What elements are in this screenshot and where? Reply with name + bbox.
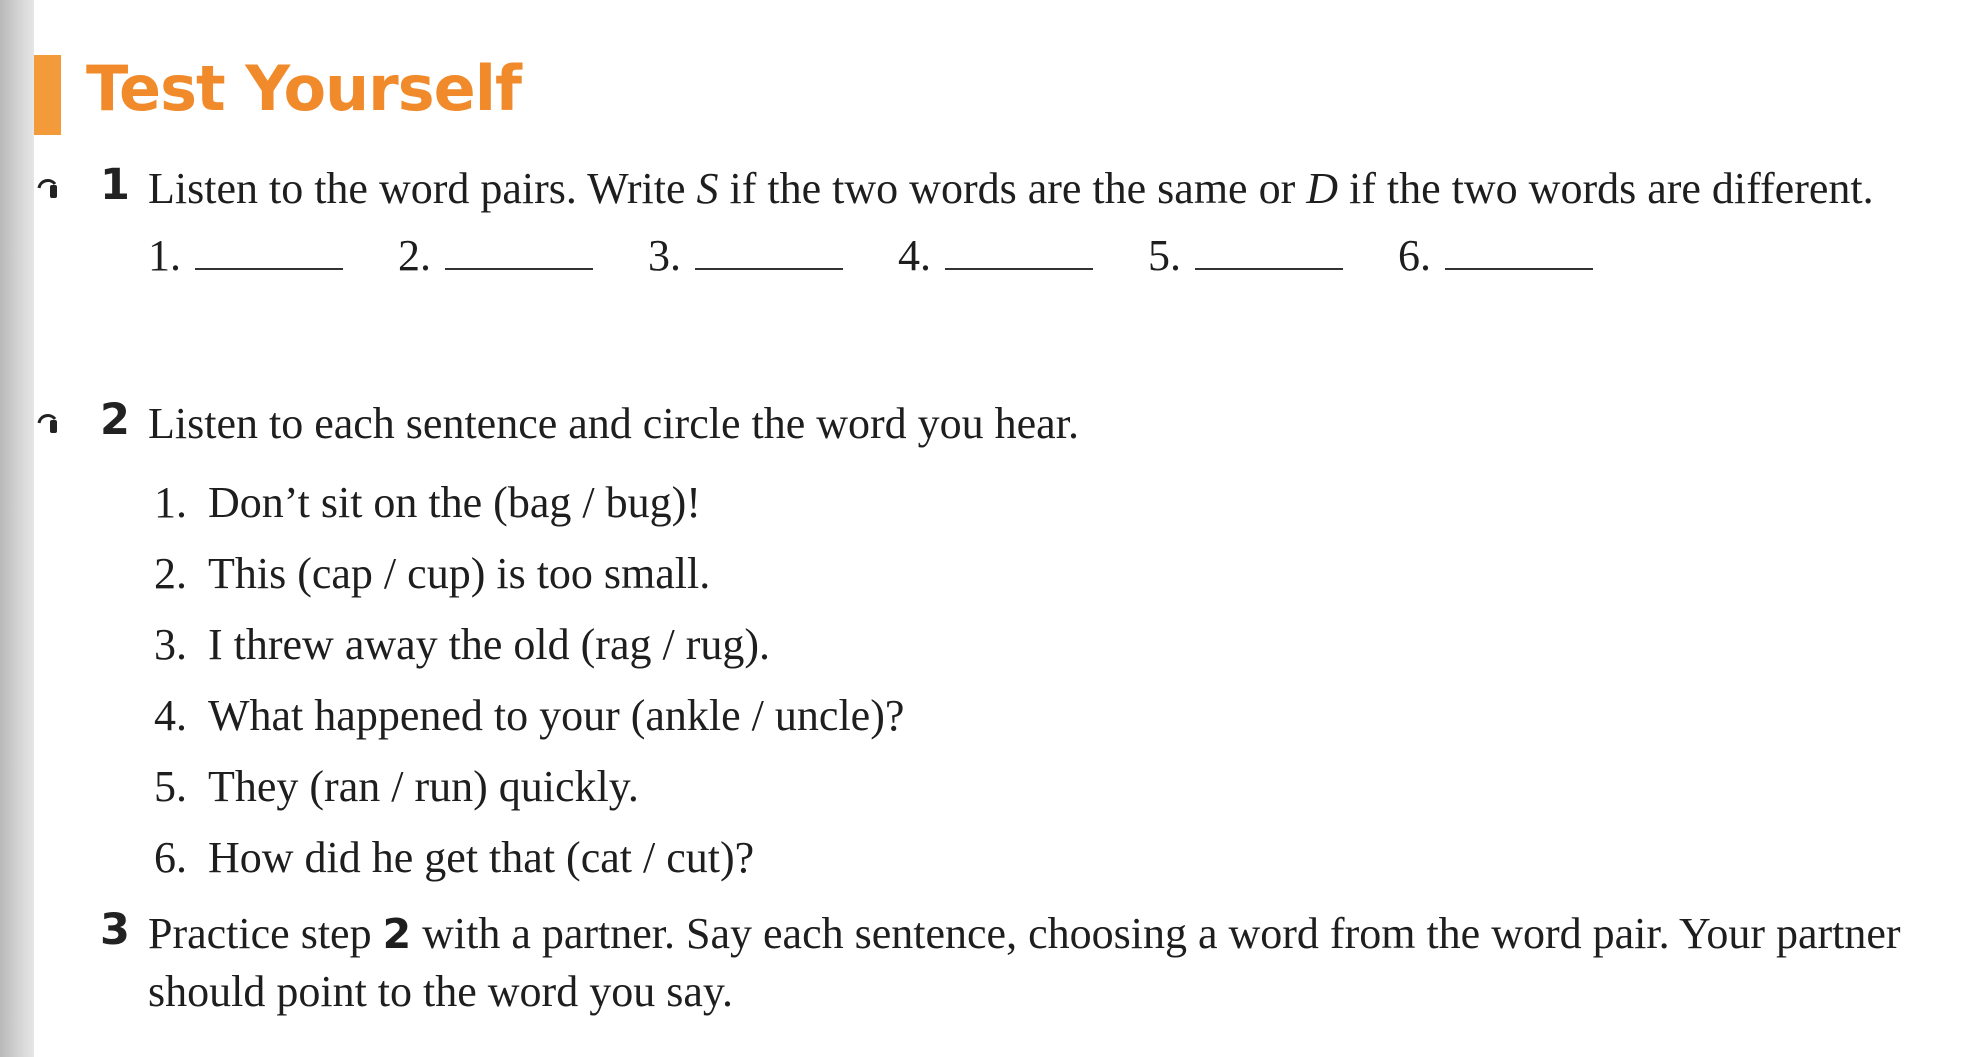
sentence-number: 4. xyxy=(154,691,187,740)
sentence-text: How did he get that (cat / cut)? xyxy=(208,833,755,882)
sentence-item xyxy=(154,822,1947,893)
blank-line[interactable] xyxy=(695,236,843,270)
instruction-text: if the two words are the same or xyxy=(718,164,1307,213)
exercise-number: 2 xyxy=(100,395,130,445)
blank-number: 4. xyxy=(898,231,931,280)
blank-number: 3. xyxy=(648,231,681,280)
sentence-text: They (ran / run) quickly. xyxy=(208,762,639,811)
exercise-number: 3 xyxy=(100,905,130,955)
exercise-3 xyxy=(100,905,1947,1021)
blank-line[interactable] xyxy=(445,236,593,270)
exercise-1 xyxy=(100,160,1947,281)
blank-number: 1. xyxy=(148,231,181,280)
exercise-2 xyxy=(100,395,1947,893)
instruction-text: Listen to the word pairs. Write xyxy=(148,164,697,213)
sentence-item xyxy=(154,538,1947,609)
blank-line[interactable] xyxy=(195,236,343,270)
blank-number: 6. xyxy=(1398,231,1431,280)
sentence-item xyxy=(154,467,1947,538)
different-letter: D xyxy=(1306,164,1339,213)
sentence-text: I threw away the old (rag / rug). xyxy=(208,620,771,669)
sentence-number: 2. xyxy=(154,549,187,598)
sentence-list xyxy=(154,467,1947,893)
sentence-text: What happened to your (ankle / uncle)? xyxy=(208,691,905,740)
page-title: Test Yourself xyxy=(86,52,521,125)
answer-blank xyxy=(398,230,648,281)
sentence-text: This (cap / cup) is too small. xyxy=(208,549,711,598)
sentence-text: Don’t sit on the (bag / bug)! xyxy=(208,478,701,527)
sentence-number: 5. xyxy=(154,762,187,811)
sentence-item xyxy=(154,609,1947,680)
blank-number: 5. xyxy=(1148,231,1181,280)
answer-blank xyxy=(1398,230,1648,281)
exercise-instructions: Listen to each sentence and circle the word you hear. xyxy=(148,399,1079,448)
sentence-number: 6. xyxy=(154,833,187,882)
same-letter: S xyxy=(696,164,719,213)
answer-blank xyxy=(148,230,398,281)
answer-blanks xyxy=(148,230,1947,281)
instruction-text: Practice step xyxy=(148,909,383,958)
exercise-instructions xyxy=(148,905,1947,1021)
step-reference: 2 xyxy=(382,910,412,958)
title-accent-bar xyxy=(34,55,61,135)
sentence-item xyxy=(154,751,1947,822)
blank-line[interactable] xyxy=(945,236,1093,270)
page-edge xyxy=(0,0,34,1057)
answer-blank xyxy=(898,230,1148,281)
sentence-item xyxy=(154,680,1947,751)
exercise-instructions xyxy=(148,160,1947,218)
blank-line[interactable] xyxy=(1445,236,1593,270)
exercise-number: 1 xyxy=(100,160,130,210)
instruction-text: if the two words are different. xyxy=(1338,164,1874,213)
sentence-number: 3. xyxy=(154,620,187,669)
answer-blank xyxy=(1148,230,1398,281)
sentence-number: 1. xyxy=(154,478,187,527)
blank-line[interactable] xyxy=(1195,236,1343,270)
blank-number: 2. xyxy=(398,231,431,280)
answer-blank xyxy=(648,230,898,281)
instruction-text: with a partner. Say each sentence, choosing a word from the word pair. Your partner should point to the word you say. xyxy=(148,909,1901,1016)
audio-icon[interactable] xyxy=(36,176,58,202)
audio-icon[interactable] xyxy=(36,411,58,437)
